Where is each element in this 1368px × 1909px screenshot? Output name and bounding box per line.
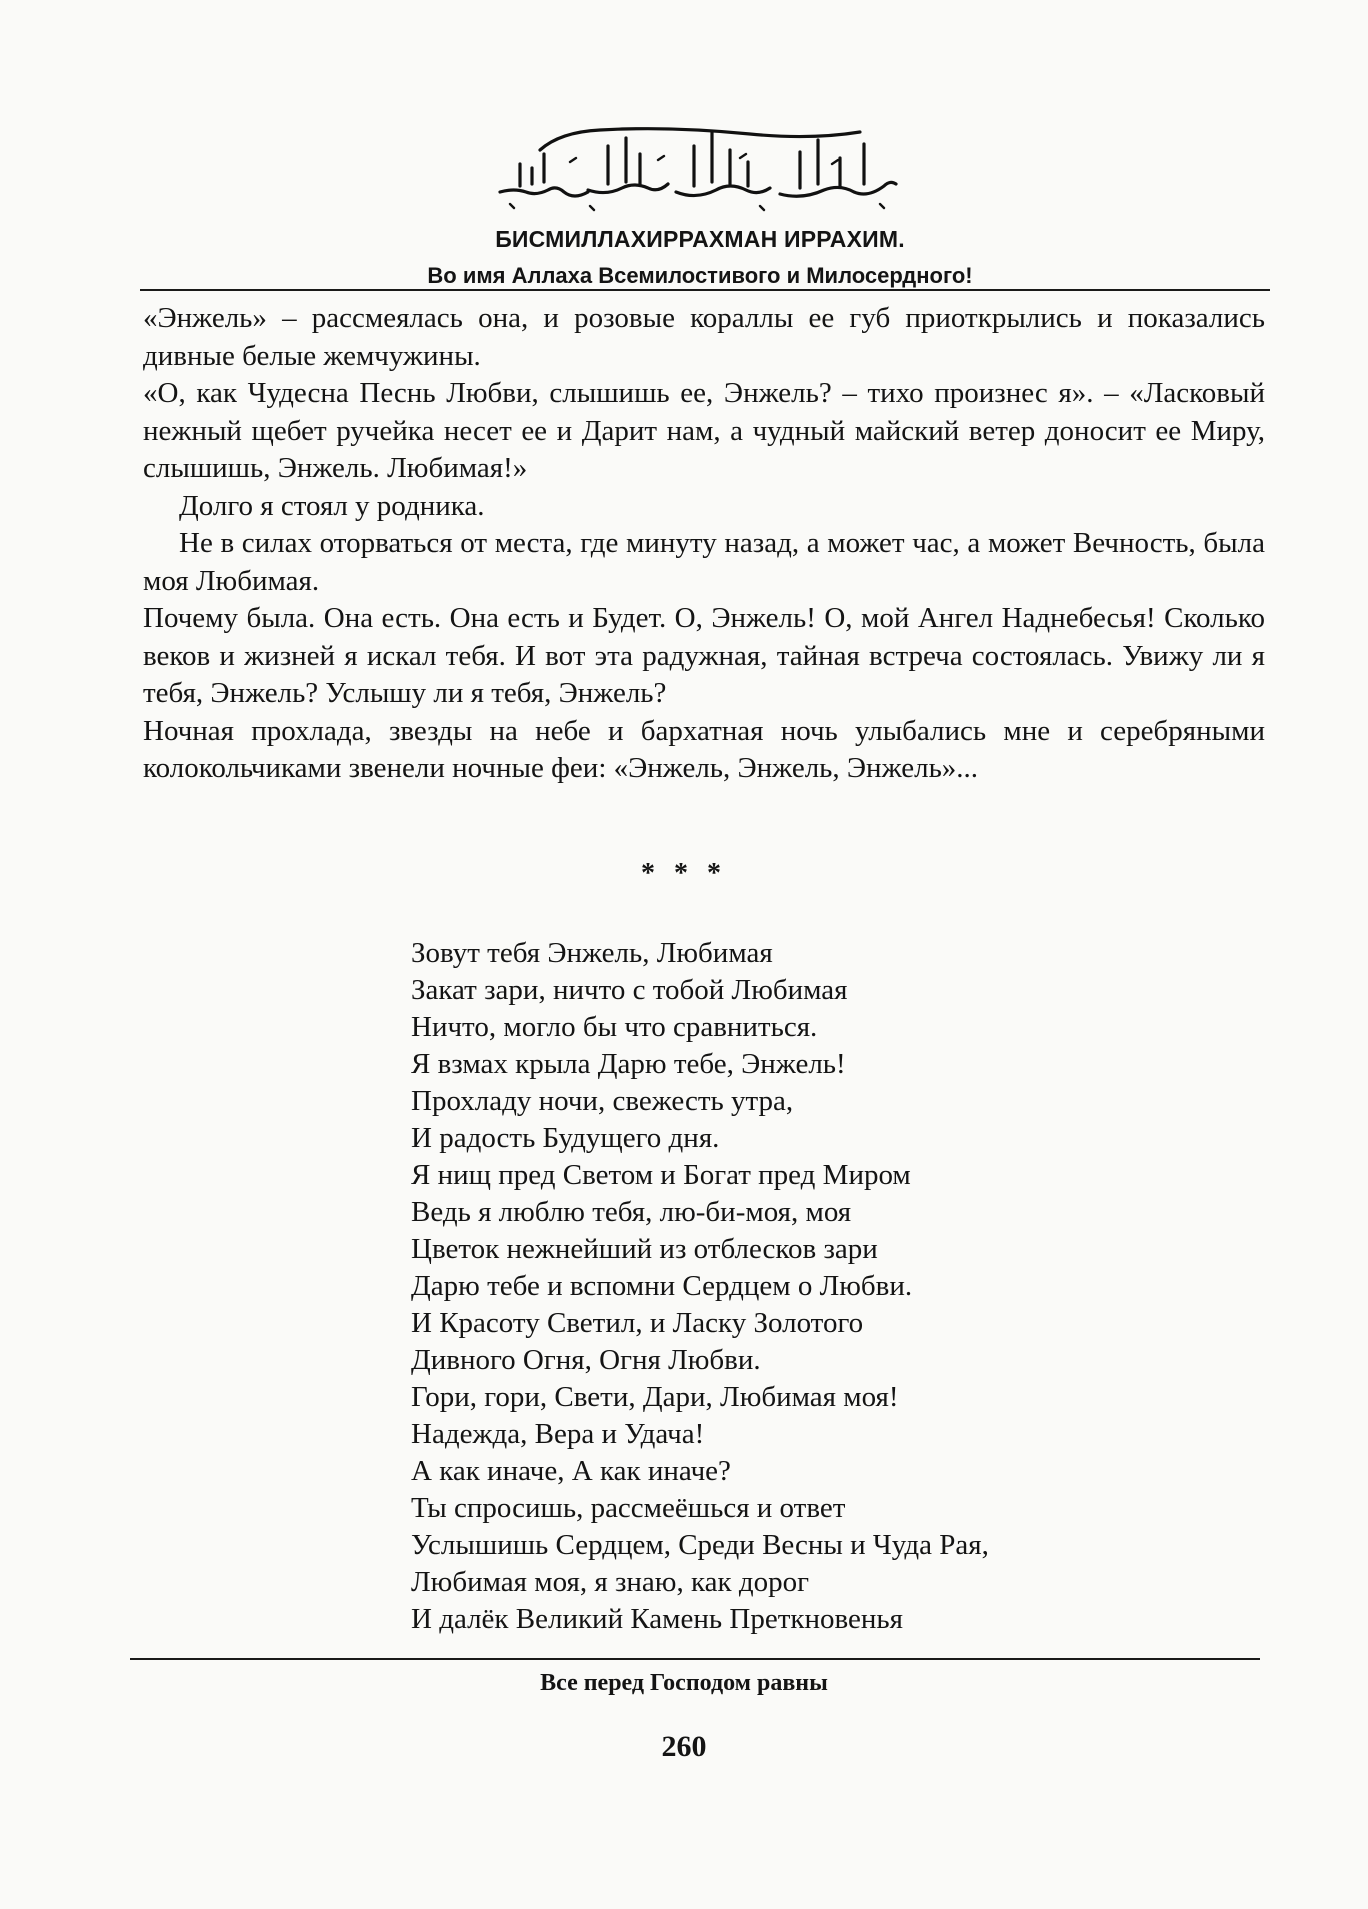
paragraph: Почему была. Она есть. Она есть и Будет. О, Энжель! О, мой Ангел Наднебесья! Сколько веков и жизней я искал тебя. И вот эта радужная, тайная встреча состоялась. Увижу ли я тебя, Энжель? Услышу ли я тебя, Энжель? xyxy=(143,602,1265,709)
poem-line: Ведь я люблю тебя, лю-би-моя, моя xyxy=(411,1196,852,1228)
paragraph: «О, как Чудесна Песнь Любви, слышишь ее, Энжель? – тихо произнес я». – «Ласковый нежный щебет ручейка несет ее и Дарит нам, а чудный майский ветер доносит ее Миру, слышишь, Энжель. Любимая!» xyxy=(143,377,1265,484)
header-divider xyxy=(140,289,1270,291)
paragraph: «Энжель» – рассмеялась она, и розовые кораллы ее губ приоткрылись и показались дивные белые жемчужины. xyxy=(143,302,1265,372)
poem-line: И далёк Великий Камень Преткновенья xyxy=(411,1603,903,1635)
poem-line: Услышишь Сердцем, Среди Весны и Чуда Рая, xyxy=(411,1529,989,1561)
section-separator: * * * xyxy=(641,858,727,889)
prose-section xyxy=(143,300,1265,788)
poem-line: Ты спросишь, рассмеёшься и ответ xyxy=(411,1492,846,1524)
footer-divider xyxy=(130,1658,1260,1660)
header-subtitle: Во имя Аллаха Всемилостивого и Милосердного! xyxy=(427,263,973,288)
poem-line: А как иначе, А как иначе? xyxy=(411,1455,731,1487)
poem-line: И Красоту Светил, и Ласку Золотого xyxy=(411,1307,864,1339)
page-number: 260 xyxy=(661,1730,707,1763)
page-header xyxy=(130,110,1270,289)
running-footer: Все перед Господом равны xyxy=(540,1670,828,1696)
poem-line: Закат зари, ничто с тобой Любимая xyxy=(411,974,848,1006)
poem-line: Надежда, Вера и Удача! xyxy=(411,1418,705,1450)
bismillah-calligraphy xyxy=(480,110,920,220)
poem xyxy=(411,935,989,1638)
paragraph: Ночная прохлада, звезды на небе и бархатная ночь улыбались мне и серебряными колокольчиками звенели ночные феи: «Энжель, Энжель, Энжель»... xyxy=(143,714,1265,784)
poem-line: Я взмах крыла Дарю тебе, Энжель! xyxy=(411,1048,846,1080)
poem-line: Дивного Огня, Огня Любви. xyxy=(411,1344,761,1376)
poem-line: Любимая моя, я знаю, как дорог xyxy=(411,1566,809,1598)
poem-line: Я нищ пред Светом и Богат пред Миром xyxy=(411,1159,911,1191)
paragraph: Долго я стоял у родника. xyxy=(179,489,485,522)
poem-line: И радость Будущего дня. xyxy=(411,1122,720,1154)
poem-line: Цветок нежнейший из отблесков зари xyxy=(411,1233,878,1265)
poem-line: Зовут тебя Энжель, Любимая xyxy=(411,937,773,969)
poem-line: Прохладу ночи, свежесть утра, xyxy=(411,1085,794,1117)
poem-line: Гори, гори, Свети, Дари, Любимая моя! xyxy=(411,1381,899,1413)
paragraph: Не в силах оторваться от места, где минуту назад, а может час, а может Вечность, была моя Любимая. xyxy=(143,527,1265,597)
poem-line: Ничто, могло бы что сравниться. xyxy=(411,1011,818,1043)
poem-line: Дарю тебе и вспомни Сердцем о Любви. xyxy=(411,1270,913,1302)
header-title: БИСМИЛЛАХИРРАХМАН ИРРАХИМ. xyxy=(495,226,905,252)
